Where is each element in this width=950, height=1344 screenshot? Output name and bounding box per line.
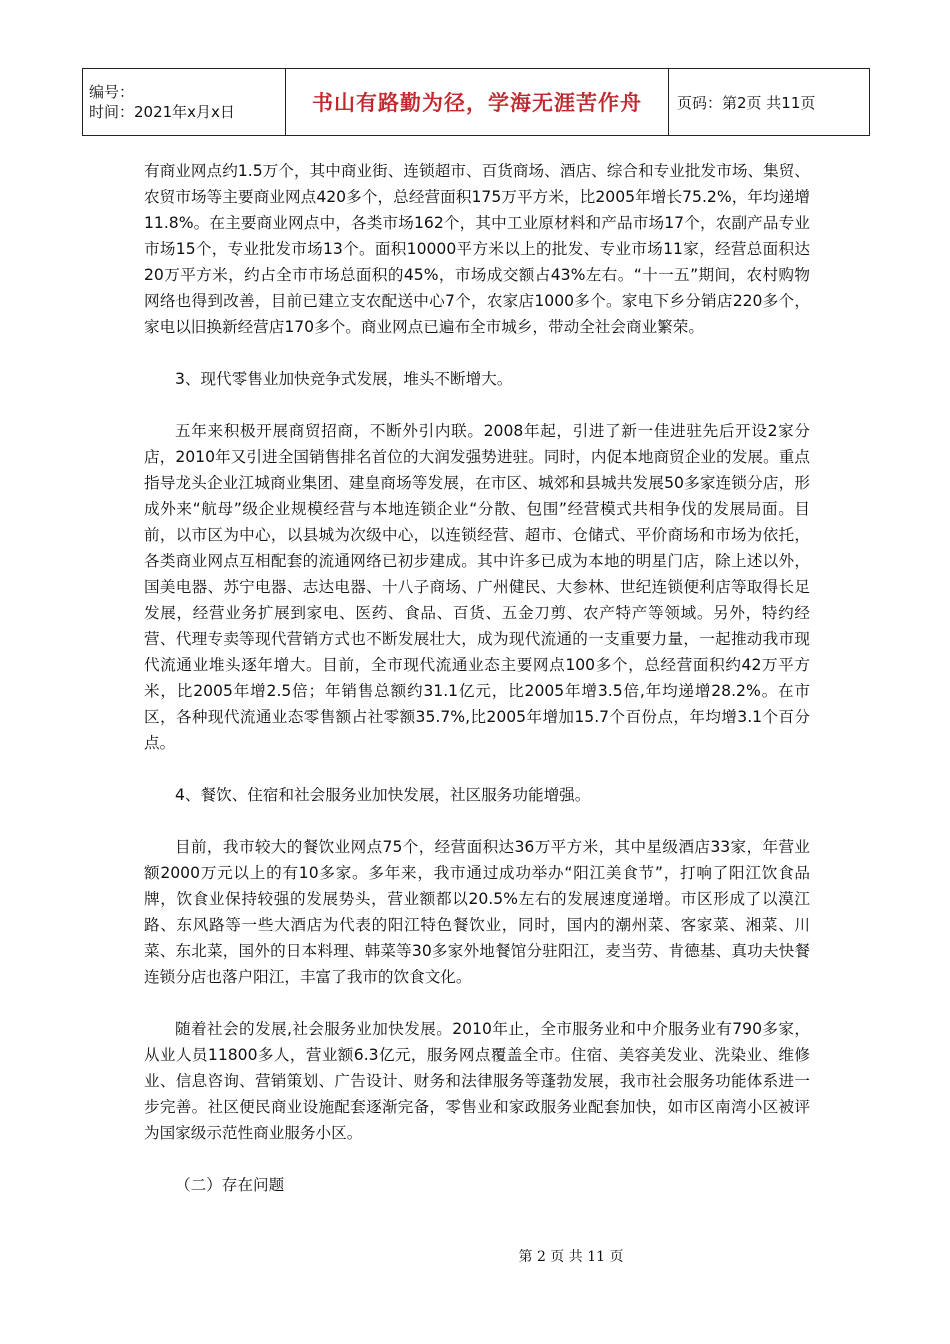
page-header (82, 68, 870, 136)
time-label: 时间：2021年x月x日 (89, 103, 235, 121)
section-heading-4: 4、餐饮、住宿和社会服务业加快发展，社区服务功能增强。 (175, 786, 591, 804)
paragraph-1: 有商业网点约1.5万个，其中商业街、连锁超市、百货商场、酒店、综合和专业批发市场、集贸、农贸市场等主要商业网点420多个，总经营面积175万平方米，比2005年增长75.2%，年均递增11.8%。在主要商业网点中，各类市场162个，其中工业原材料和产品市场17个，农副产品专业市场15个，专业批发市场13个。面积10000平方米以上的批发、专业市场11家，经营总面积达20万平方米，约占全市市场总面积的45%，市场成交额占43%左右。“十一五”期间，农村购物网络也得到改善，目前已建立支农配送中心7个，农家店1000多个。家电下乡分销店220多个，家电以旧换新经营店170多个。商业网点已遍布全市城乡，带动全社会商业繁荣。 (144, 162, 810, 336)
header-page-info: 页码：第2页 共11页 (669, 69, 870, 136)
paragraph-4: 随着社会的发展,社会服务业加快发展。2010年止，全市服务业和中介服务业有790多家，从业人员11800多人，营业额6.3亿元，服务网点覆盖全市。住宿、美容美发业、洗染业、维修业、信息咨询、营销策划、广告设计、财务和法律服务等蓬勃发展，我市社会服务功能体系进一步完善。社区便民商业设施配套逐渐完备，零售业和家政服务业配套加快，如市区南湾小区被评为国家级示范性商业服务小区。 (144, 1020, 810, 1142)
header-motto: 书山有路勤为径，学海无涯苦作舟 (312, 91, 642, 115)
section-heading-3: 3、现代零售业加快竞争式发展，堆头不断增大。 (175, 370, 513, 388)
paragraph-2: 五年来积极开展商贸招商，不断外引内联。2008年起，引进了新一佳进驻先后开设2家分店，2010年又引进全国销售排名首位的大润发强势进驻。同时，内促本地商贸企业的发展。重点指导龙头企业江城商业集团、建皇商场等发展，在市区、城郊和县城共发展50多家连锁分店，形成外来“航母”级企业规模经营与本地连锁企业“分散、包围”经营模式共相争伐的发展局面。目前，以市区为中心，以县城为次级中心，以连锁经营、超市、仓储式、平价商场和市场为依托，各类商业网点互相配套的流通网络已初步建成。其中许多已成为本地的明星门店，除上述以外，国美电器、苏宁电器、志达电器、十八子商场、广州健民、大参林、世纪连锁便利店等取得长足发展，经营业务扩展到家电、医药、食品、百货、五金刀剪、农产特产等领域。另外，特约经营、代理专卖等现代营销方式也不断发展壮大，成为现代流通的一支重要力量，一起推动我市现代流通业堆头逐年增大。目前，全市现代流通业态主要网点100多个，总经营面积约42万平方米，比2005年增2.5倍；年销售总额约31.1亿元，比2005年增3.5倍,年均递增28.2%。在市区，各种现代流通业态零售额占社零额35.7%,比2005年增加15.7个百份点，年均增3.1个百分点。 (144, 422, 810, 752)
page-footer: 第 2 页 共 11 页 (518, 1249, 624, 1265)
section-heading-problems: （二）存在问题 (175, 1176, 285, 1194)
paragraph-3: 目前，我市较大的餐饮业网点75个，经营面积达36万平方米，其中星级酒店33家，年营业额2000万元以上的有10多家。多年来，我市通过成功举办“阳江美食节”，打响了阳江饮食品牌，饮食业保持较强的发展势头，营业额都以20.5%左右的发展速度递增。市区形成了以漠江路、东风路等一些大酒店为代表的阳江特色餐饮业，同时，国内的潮州菜、客家菜、湘菜、川菜、东北菜，国外的日本料理、韩菜等30多家外地餐馆分驻阳江，麦当劳、肯德基、真功夫快餐连锁分店也落户阳江，丰富了我市的饮食文化。 (144, 838, 810, 986)
header-motto-cell (286, 69, 669, 136)
header-meta (83, 69, 286, 136)
serial-label: 编号： (89, 83, 135, 101)
document-body (144, 158, 810, 1198)
